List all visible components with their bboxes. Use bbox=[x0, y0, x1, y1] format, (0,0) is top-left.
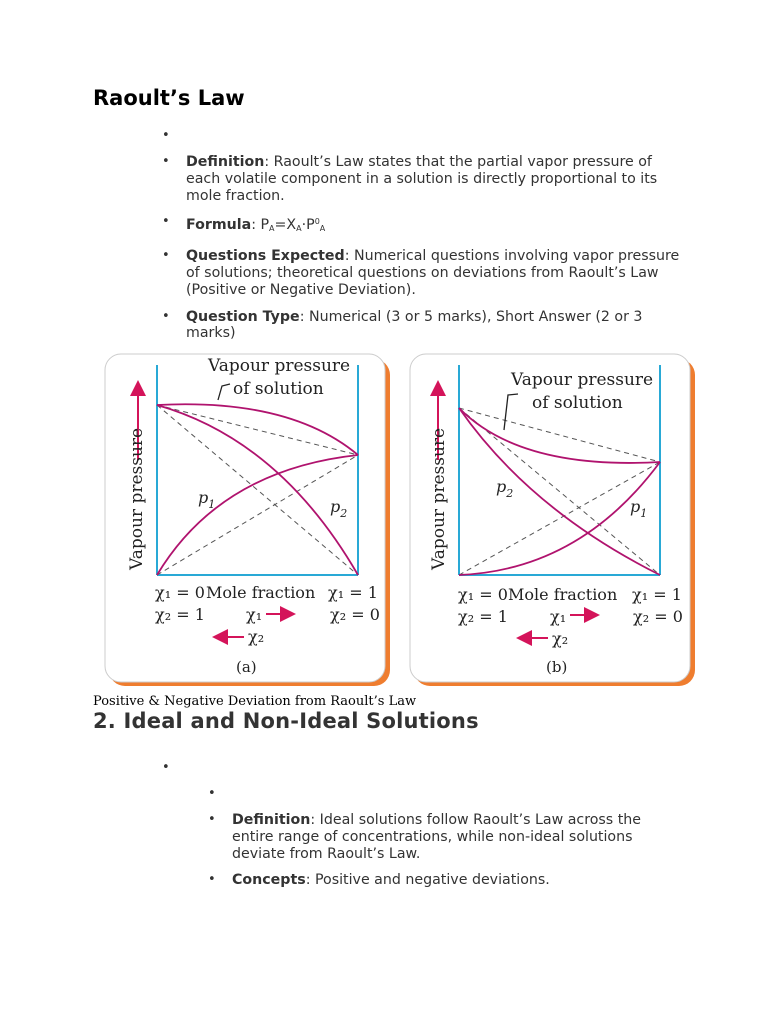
empty-list-item bbox=[186, 128, 686, 145]
panel-a-p1-label: $p_1$ bbox=[198, 488, 216, 511]
formula-sub: A bbox=[319, 224, 326, 234]
panel-b-arrow-x2-label: χ₂ bbox=[552, 629, 569, 648]
definition-item bbox=[186, 154, 686, 204]
formula-part: ·P bbox=[301, 217, 315, 234]
panel-b-ylabel: Vapour pressure bbox=[429, 427, 449, 570]
panel-a-arrow-x1-label: χ₁ bbox=[246, 605, 263, 624]
definition-text: : Raoult’s Law states that the partial vapor pressure of each volatile component in a solution is directly proportional to its mole fraction. bbox=[186, 154, 658, 204]
deviation-figure bbox=[100, 350, 700, 694]
question-type-label: Question Type bbox=[186, 308, 300, 325]
formula-item bbox=[186, 214, 686, 238]
panel-a bbox=[105, 354, 390, 686]
panel-a-label: (a) bbox=[236, 658, 257, 676]
panel-b-p1-label: $p_1$ bbox=[630, 497, 648, 520]
formula-label: Formula bbox=[186, 217, 252, 234]
section-title-ideal-solutions: 2. Ideal and Non-Ideal Solutions bbox=[93, 709, 479, 733]
panel-a-left-x1: χ₁ = 0 bbox=[155, 583, 205, 602]
panel-b-left-x1: χ₁ = 0 bbox=[458, 585, 508, 604]
panel-b-right-x2: χ₂ = 0 bbox=[633, 607, 683, 626]
section-title-raoults-law: Raoult’s Law bbox=[93, 86, 245, 110]
questions-expected-item bbox=[186, 248, 686, 298]
raoults-law-list bbox=[186, 128, 686, 352]
panel-a-mole-fraction: Mole fraction bbox=[206, 583, 316, 602]
panel-b-arrow-x1-label: χ₁ bbox=[550, 607, 567, 626]
panel-b-label: (b) bbox=[546, 658, 568, 676]
panel-a-arrow-x2-label: χ₂ bbox=[248, 627, 265, 646]
figure-caption: Positive & Negative Deviation from Raoult’s Law bbox=[93, 694, 417, 709]
panel-b-curve-label-1: Vapour pressure bbox=[511, 370, 654, 390]
panel-b-p2-label: $p_2$ bbox=[496, 477, 514, 500]
deviation-figure-svg bbox=[100, 350, 700, 690]
panel-b-mole-fraction: Mole fraction bbox=[508, 585, 618, 604]
empty-list-item bbox=[186, 760, 686, 777]
panel-b bbox=[410, 354, 695, 686]
concepts-item bbox=[232, 872, 672, 889]
panel-b-left-x2: χ₂ = 1 bbox=[458, 607, 508, 626]
panel-a-curve-label-2: of solution bbox=[233, 379, 324, 399]
ideal-solutions-outer-list bbox=[186, 760, 686, 777]
ideal-definition-item bbox=[232, 812, 672, 862]
panel-a-curve-label-1: Vapour pressure bbox=[208, 356, 351, 376]
question-type-text: : Numerical (3 or 5 marks), Short Answer (2 or 3 marks) bbox=[186, 308, 643, 342]
panel-a-ylabel: Vapour pressure bbox=[127, 427, 147, 570]
question-type-item bbox=[186, 309, 686, 343]
panel-a-right-x1: χ₁ = 1 bbox=[328, 583, 378, 602]
ideal-definition-text: : Ideal solutions follow Raoult’s Law across the entire range of concentrations, while non-ideal solutions deviate from Raoult’s Law. bbox=[232, 812, 641, 862]
formula-sub: A bbox=[269, 224, 275, 234]
formula-sub: A bbox=[296, 224, 302, 234]
formula-part: : P bbox=[251, 217, 270, 234]
empty-list-item bbox=[232, 786, 672, 803]
ideal-solutions-list bbox=[232, 786, 672, 899]
questions-text: : Numerical questions involving vapor pressure of solutions; theoretical questions on deviations from Raoult’s Law (Positive or Negative Deviation). bbox=[186, 248, 680, 298]
ideal-definition-label: Definition bbox=[232, 812, 311, 828]
panel-a-p2-label: $p_2$ bbox=[330, 497, 348, 520]
concepts-text: : Positive and negative deviations. bbox=[305, 872, 550, 889]
formula-part: =X bbox=[274, 217, 297, 234]
panel-b-right-x1: χ₁ = 1 bbox=[632, 585, 682, 604]
concepts-label: Concepts bbox=[232, 872, 306, 889]
panel-b-curve-label-2: of solution bbox=[532, 393, 623, 413]
questions-label: Questions Expected bbox=[186, 248, 345, 265]
panel-a-right-x2: χ₂ = 0 bbox=[330, 605, 380, 624]
definition-label: Definition bbox=[186, 154, 265, 170]
panel-a-left-x2: χ₂ = 1 bbox=[155, 605, 205, 624]
formula-sup: 0 bbox=[314, 217, 320, 227]
